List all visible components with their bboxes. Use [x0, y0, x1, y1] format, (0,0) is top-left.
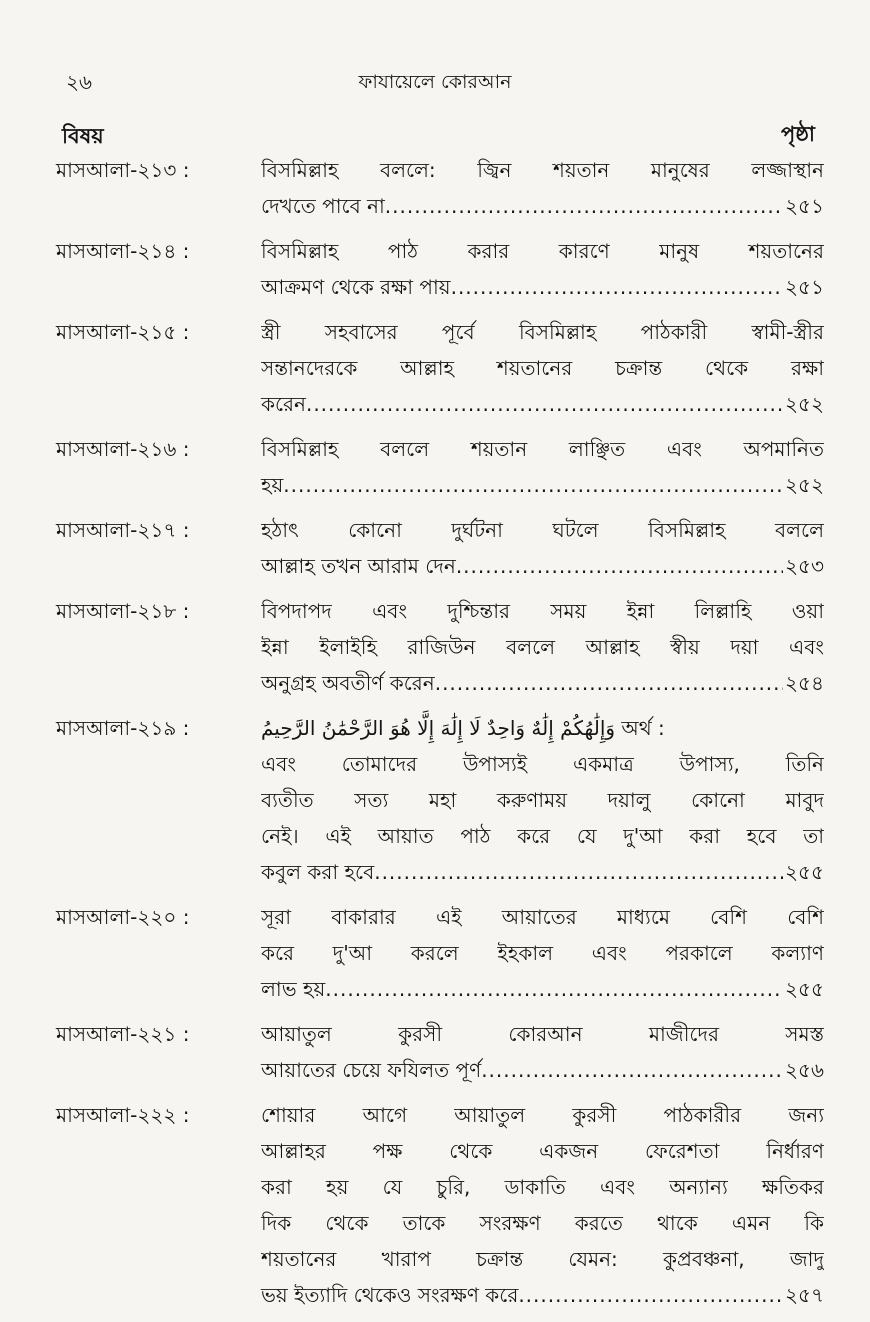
entry-line: বিসমিল্লাহ বললে শয়তান লাঞ্ছিত এবং অপমানিত	[261, 437, 824, 461]
entry-line: নেই। এই আয়াত পাঠ করে যে দু'আ করা হবে তা	[261, 824, 824, 848]
toc-entry	[56, 314, 824, 422]
dot-leader	[518, 1277, 783, 1313]
entry-line: আল্লাহ তখন আরাম দেন	[261, 554, 456, 578]
toc-entry	[56, 431, 824, 503]
entry-last-line	[261, 665, 824, 701]
toc-entry	[56, 512, 824, 584]
entry-line: দেখতে পাবে না	[261, 194, 385, 218]
toc-entry	[56, 152, 824, 224]
entry-line: আয়াতুল কুরসী কোরআন মাজীদের সমস্ত	[261, 1022, 824, 1046]
entry-text	[261, 1097, 824, 1313]
page-reference: ২৫৩	[785, 554, 824, 578]
page-reference: ২৫১	[785, 194, 824, 218]
entry-line: আল্লাহর পক্ষ থেকে একজন ফেরেশতা নির্ধারণ	[261, 1139, 824, 1163]
entry-line: অনুগ্রহ অবতীর্ণ করেন	[261, 671, 435, 695]
entry-text	[261, 233, 824, 305]
entry-line: শয়তানের খারাপ চক্রান্ত যেমন: কুপ্রবঞ্চনা, জাদু	[261, 1247, 824, 1271]
dot-leader	[374, 854, 783, 890]
masala-number: মাসআলা-২১৭ :	[56, 518, 190, 542]
entry-line: বিসমিল্লাহ বললে: জ্বিন শয়তান মানুষের লজ্জাস্থান	[261, 158, 824, 182]
entry-line: বিপদাপদ এবং দুশ্চিন্তার সময় ইন্না লিল্লাহি ওয়া	[261, 599, 824, 623]
entry-last-line	[261, 548, 824, 584]
page-column-heading: পৃষ্ঠা	[780, 122, 815, 146]
entry-last-line	[261, 188, 824, 224]
masala-number: মাসআলা-২১৮ :	[56, 599, 190, 623]
entry-text	[261, 512, 824, 584]
entry-line: ইন্না ইলাইহি রাজিউন বললে আল্লাহ স্বীয় দয়া এবং	[261, 635, 824, 659]
masala-number: মাসআলা-২২০ :	[56, 905, 190, 929]
page-reference: ২৫২	[785, 392, 824, 416]
masala-number: মাসআলা-২১৩ :	[56, 158, 190, 182]
toc-entry	[56, 710, 824, 890]
entry-line: আয়াতের চেয়ে ফযিলত পূর্ণ	[261, 1058, 482, 1082]
entry-text	[261, 1016, 824, 1088]
masala-number: মাসআলা-২১৯ :	[56, 716, 190, 740]
page-reference: ২৫২	[785, 473, 824, 497]
page-number: ২৬	[66, 70, 93, 94]
masala-number: মাসআলা-২২১ :	[56, 1022, 190, 1046]
page-reference: ২৫৫	[785, 977, 824, 1001]
toc-entry	[56, 233, 824, 305]
entry-line: সূরা বাকারার এই আয়াতের মাধ্যমে বেশি বেশি	[261, 905, 824, 929]
page-reference: ২৫১	[785, 275, 824, 299]
entry-last-line	[261, 269, 824, 305]
entry-line: এবং তোমাদের উপাস্যই একমাত্র উপাস্য, তিনি	[261, 752, 824, 776]
page-reference: ২৫৭	[785, 1283, 824, 1307]
masala-number: মাসআলা-২১৬ :	[56, 437, 190, 461]
toc-entry	[56, 593, 824, 701]
entry-text	[261, 431, 824, 503]
entry-line: ব্যতীত সত্য মহা করুণাময় দয়ালু কোনো মাবুদ	[261, 788, 824, 812]
dot-leader	[456, 548, 783, 584]
entry-last-line	[261, 971, 824, 1007]
entry-text	[261, 899, 824, 1007]
entry-line: করে দু'আ করলে ইহকাল এবং পরকালে কল্যাণ	[261, 941, 824, 965]
entry-text	[261, 152, 824, 224]
toc-entry	[56, 1097, 824, 1313]
entry-line: করা হয় যে চুরি, ডাকাতি এবং অন্যান্য ক্ষতিকর	[261, 1175, 824, 1199]
entry-line: স্ত্রী সহবাসের পূর্বে বিসমিল্লাহ পাঠকারী স্বামী-স্ত্রীর	[261, 320, 824, 344]
toc-entry	[56, 899, 824, 1007]
meaning-label: অর্থ :	[621, 716, 665, 740]
toc-entry	[56, 1016, 824, 1088]
entry-line: করেন	[261, 392, 306, 416]
page-reference: ২৫৫	[785, 860, 824, 884]
dot-leader	[283, 467, 783, 503]
entry-last-line	[261, 854, 824, 890]
page-reference: ২৫৬	[785, 1058, 824, 1082]
entry-text	[261, 593, 824, 701]
entry-line: সন্তানদেরকে আল্লাহ শয়তানের চক্রান্ত থেকে রক্ষা	[261, 356, 824, 380]
dot-leader	[325, 971, 783, 1007]
entry-last-line	[261, 386, 824, 422]
dot-leader	[451, 269, 783, 305]
entry-line: বিসমিল্লাহ পাঠ করার কারণে মানুষ শয়তানের	[261, 239, 824, 263]
dot-leader	[435, 665, 783, 701]
entry-text	[261, 710, 824, 890]
entry-line: আক্রমণ থেকে রক্ষা পায়	[261, 275, 451, 299]
entry-line: হঠাৎ কোনো দুর্ঘটনা ঘটলে বিসমিল্লাহ বললে	[261, 518, 824, 542]
dot-leader	[385, 188, 783, 224]
page-reference: ২৫৪	[785, 671, 824, 695]
entry-line: শোয়ার আগে আয়াতুল কুরসী পাঠকারীর জন্য	[261, 1103, 824, 1127]
subject-column-heading: বিষয়	[62, 124, 104, 148]
entry-text	[261, 314, 824, 422]
entry-last-line	[261, 1052, 824, 1088]
masala-number: মাসআলা-২১৫ :	[56, 320, 190, 344]
entry-last-line	[261, 467, 824, 503]
entry-line: দিক থেকে তাকে সংরক্ষণ করতে থাকে এমন কি	[261, 1211, 824, 1235]
entry-line: কবুল করা হবে	[261, 860, 375, 884]
dot-leader	[481, 1052, 783, 1088]
entry-line: হয়	[261, 473, 284, 497]
arabic-verse-line	[261, 710, 824, 746]
arabic-verse: وَإِلَٰهُكُمْ إِلَٰهٌ وَاحِدٌ لَا إِلَٰهَ إِلَّا هُوَ الرَّحْمَٰنُ الرَّحِيمُ	[261, 716, 616, 740]
entry-line: ভয় ইত্যাদি থেকেও সংরক্ষণ করে	[261, 1283, 519, 1307]
table-of-contents	[56, 152, 824, 1322]
entry-line: লাভ হয়	[261, 977, 326, 1001]
masala-number: মাসআলা-২২২ :	[56, 1103, 190, 1127]
dot-leader	[306, 386, 783, 422]
running-title: ফাযায়েলে কোরআন	[358, 71, 512, 93]
masala-number: মাসআলা-২১৪ :	[56, 239, 190, 263]
entry-last-line	[261, 1277, 824, 1313]
